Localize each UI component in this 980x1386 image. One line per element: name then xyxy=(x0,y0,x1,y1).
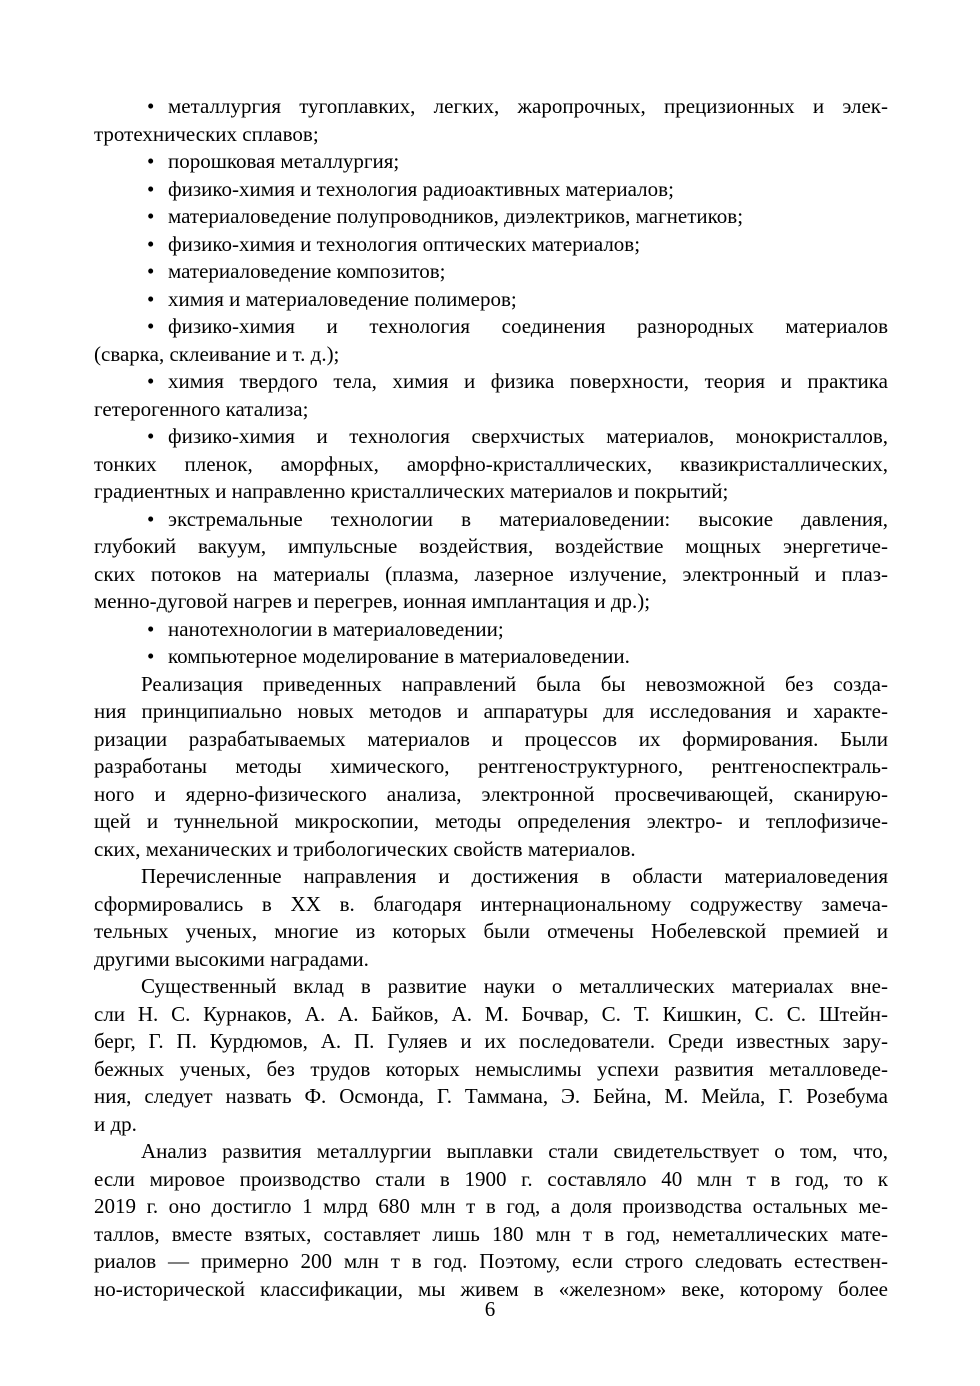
bullet-item xyxy=(94,643,888,671)
text-line: • нанотехнологии в материаловедении; xyxy=(94,616,888,644)
paragraph xyxy=(94,973,888,1138)
paragraph xyxy=(94,1138,888,1303)
bullet-item xyxy=(94,258,888,286)
text-line: щей и туннельной микроскопии, методы определения электро- и теплофизиче- xyxy=(94,809,888,833)
text-line: ских, механических и трибологических свойств материалов. xyxy=(94,836,636,861)
text-line: Анализ развития металлургии выплавки стали свидетельствует о том, что, xyxy=(141,1139,888,1163)
bullet-marker-icon: • xyxy=(147,94,155,118)
page-number: 6 xyxy=(484,1297,496,1321)
bullet-marker-icon: • xyxy=(147,424,155,448)
bullet-marker-icon: • xyxy=(147,506,155,531)
text-line: ния принципиально новых методов и аппаратуры для исследования и характе- xyxy=(94,699,888,723)
bullet-marker-icon: • xyxy=(147,149,155,173)
bullet-marker-icon: • xyxy=(147,176,155,201)
text-line: Существенный вклад в развитие науки о металлических материалах вне- xyxy=(141,974,888,998)
text-line: 2019 г. оно достигло 1 млрд 680 млн т в год, а доля производства остальных ме- xyxy=(94,1194,888,1218)
bullet-item xyxy=(94,423,888,506)
text-line: • компьютерное моделирование в материаловедении. xyxy=(94,643,888,671)
bullet-item xyxy=(94,231,888,259)
bullet-item xyxy=(94,203,888,231)
text-line: • физико-химия и технология соединения разнородных материалов xyxy=(94,313,888,341)
text-line: Реализация приведенных направлений была бы невозможной без созда- xyxy=(141,671,888,696)
bullet-marker-icon: • xyxy=(147,369,155,393)
text-line: Перечисленные направления и достижения в области материаловедения xyxy=(141,864,888,888)
text-line: • порошковая металлургия; xyxy=(94,148,888,176)
text-line: тротехнических сплавов; xyxy=(94,121,319,146)
text-body xyxy=(94,93,888,1303)
text-line: • материаловедение композитов; xyxy=(94,258,888,286)
text-line: ния, следует назвать Ф. Осмонда, Г. Таммана, Э. Бейна, М. Мейла, Г. Розебума xyxy=(94,1084,888,1108)
text-line: если мировое производство стали в 1900 г. составляло 40 млн т в год, то к xyxy=(94,1166,888,1191)
text-line: тонких пленок, аморфных, аморфно-кристаллических, квазикристаллических, xyxy=(94,451,888,476)
bullet-item xyxy=(94,93,888,148)
bullet-marker-icon: • xyxy=(147,204,155,228)
text-line: сли Н. С. Курнаков, А. А. Байков, А. М. Бочвар, С. Т. Кишкин, С. С. Штейн- xyxy=(94,1001,888,1026)
text-line: • физико-химия и технология радиоактивных материалов; xyxy=(94,176,888,204)
text-line: тельных ученых, многие из которых были отмечены Нобелевской премией и xyxy=(94,919,888,943)
text-line: глубокий вакуум, импульсные воздействия, воздействие мощных энергетиче- xyxy=(94,534,888,558)
text-line: сформировались в XX в. благодаря интернациональному содружеству замеча- xyxy=(94,891,888,916)
text-line: риалов — примерно 200 млн т в год. Поэтому, если строго следовать естествен- xyxy=(94,1249,888,1273)
bullet-item xyxy=(94,313,888,368)
text-line: бежных ученых, без трудов которых немыслимы успехи развития металловеде- xyxy=(94,1056,888,1081)
text-line: другими высокими наградами. xyxy=(94,946,369,971)
text-line: менно-дуговой нагрев и перегрев, ионная имплантация и др.); xyxy=(94,589,651,613)
bullet-item xyxy=(94,148,888,176)
text-line: разработаны методы химического, рентгеноструктурного, рентгеноспектраль- xyxy=(94,754,888,778)
bullet-item xyxy=(94,286,888,314)
bullet-marker-icon: • xyxy=(147,286,155,311)
bullet-marker-icon: • xyxy=(147,616,155,641)
bullet-marker-icon: • xyxy=(147,314,155,338)
text-line: (сварка, склеивание и т. д.); xyxy=(94,341,340,366)
text-line: • химия и материаловедение полимеров; xyxy=(94,286,888,314)
text-line: и др. xyxy=(94,1111,137,1136)
bullet-marker-icon: • xyxy=(147,231,155,256)
text-line: ризации разрабатываемых материалов и процессов их формирования. Были xyxy=(94,726,888,751)
text-line: таллов, вместе взятых, составляет лишь 180 млн т в год, неметаллических мате- xyxy=(94,1221,888,1246)
text-line: гетерогенного катализа; xyxy=(94,396,309,421)
bullet-marker-icon: • xyxy=(147,644,155,668)
text-line: • экстремальные технологии в материаловедении: высокие давления, xyxy=(94,506,888,534)
text-line: • металлургия тугоплавких, легких, жаропрочных, прецизионных и элек- xyxy=(94,93,888,121)
text-line: но-исторической классификации, мы живем в «железном» веке, которому более xyxy=(94,1276,888,1301)
text-line: • физико-химия и технология сверхчистых материалов, монокристаллов, xyxy=(94,423,888,451)
text-line: берг, Г. П. Курдюмов, А. П. Гуляев и их последователи. Среди известных зару- xyxy=(94,1029,888,1053)
text-line: • физико-химия и технология оптических материалов; xyxy=(94,231,888,259)
text-line: градиентных и направленно кристаллических материалов и покрытий; xyxy=(94,479,729,503)
bullet-item xyxy=(94,616,888,644)
bullet-marker-icon: • xyxy=(147,259,155,283)
text-line: • материаловедение полупроводников, диэлектриков, магнетиков; xyxy=(94,203,888,231)
bullet-item xyxy=(94,368,888,423)
bullet-item xyxy=(94,506,888,616)
text-line: • химия твердого тела, химия и физика поверхности, теория и практика xyxy=(94,368,888,396)
paragraph xyxy=(94,671,888,864)
paragraph xyxy=(94,863,888,973)
text-line: ного и ядерно-физического анализа, электронной просвечивающей, сканирую- xyxy=(94,781,888,806)
bullet-item xyxy=(94,176,888,204)
text-line: ских потоков на материалы (плазма, лазерное излучение, электронный и плаз- xyxy=(94,561,888,586)
